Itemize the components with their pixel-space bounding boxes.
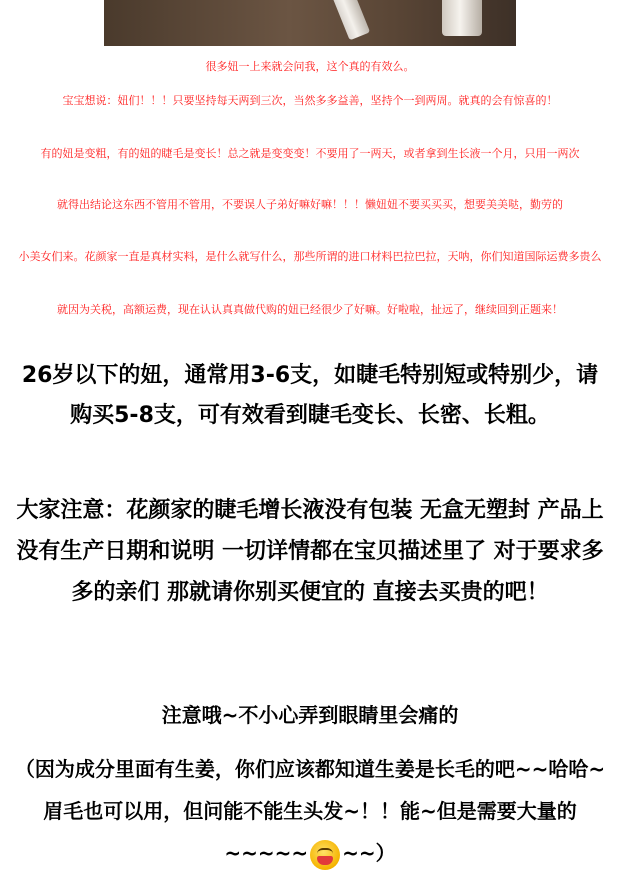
notice-paragraph: 大家注意：花颜家的睫毛增长液没有包装 无盒无塑封 产品上没有生产日期和说明 一切详情都在宝贝描述里了 对于要求多多的亲们 那就请你别买便宜的 直接去买贵的吧！: [16, 498, 604, 605]
ginger-paragraph: （因为成分里面有生姜，你们应该都知道生姜是长毛的吧~~哈哈~眉毛也可以用，但问能不能生头发~！！能~但是需要大量的~~~~~ ~~）: [0, 748, 620, 874]
paragraph-red-2: 宝宝想说：妞们！！！只要坚持每天两到三次，当然多多益善，坚持个一到两周。就真的会有惊喜的！: [62, 94, 558, 107]
paragraph-red-5: 小美女们来。花颜家一直是真材实料，是什么就写什么，那些所谓的进口材料巴拉巴拉，天呐，你们知道国际运费多贵么: [18, 250, 602, 263]
bottle-image: [332, 0, 370, 40]
bottle-image: [442, 0, 482, 36]
caution-line: 注意哦~不小心弄到眼睛里会痛的: [161, 703, 459, 727]
laughing-face-emoji-icon: [310, 840, 340, 870]
product-photo: [104, 0, 516, 46]
paragraph-red-1: 很多妞一上来就会问我，这个真的有效么。: [205, 60, 415, 73]
paragraph-red-4: 就得出结论这东西不管用不管用，不要误人子弟好嘛好嘛！！！懒妞妞不要买买买，想要美美哒，勤劳的: [57, 198, 563, 211]
paragraph-red-3: 有的妞是变粗，有的妞的睫毛是变长！总之就是变变变！不要用了一两天，或者拿到生长液一个月，只用一两次: [40, 147, 580, 160]
paragraph-red-6: 就因为关税，高额运费，现在认认真真做代购的妞已经很少了好嘛。好啦啦，扯远了，继续回到正题来！: [57, 303, 563, 316]
usage-paragraph: 26岁以下的妞，通常用3-6支，如睫毛特别短或特别少，请购买5-8支，可有效看到睫毛变长、长密、长粗。: [21, 363, 599, 428]
